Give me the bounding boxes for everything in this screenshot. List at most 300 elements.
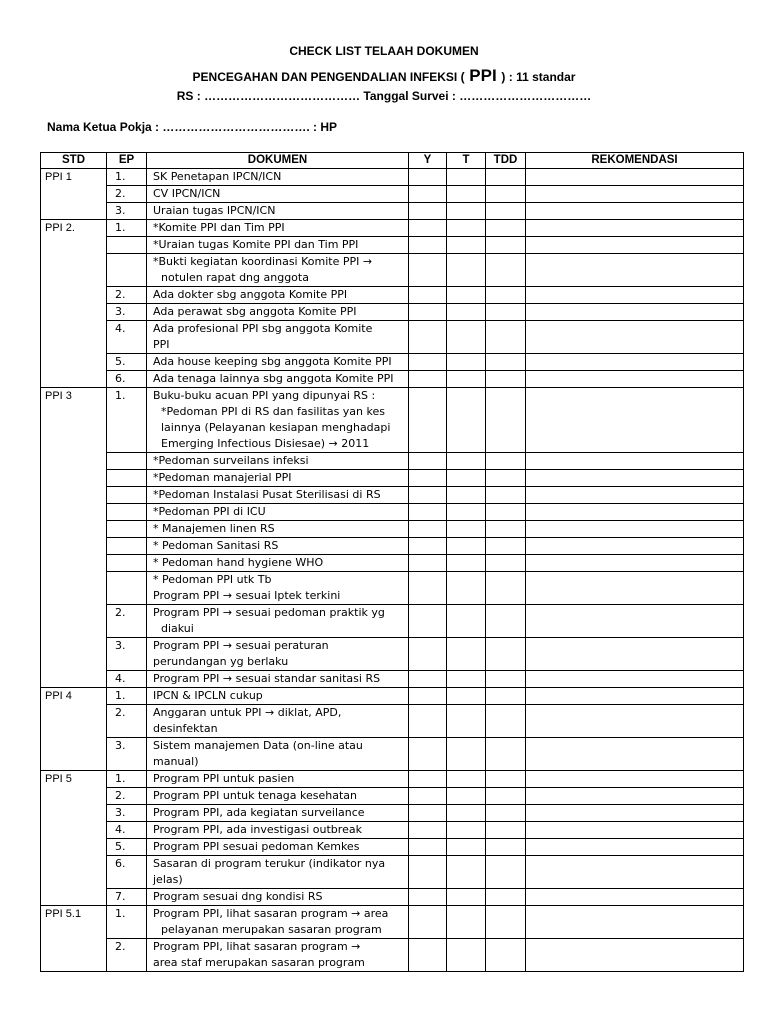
dokumen-cell — [147, 453, 409, 470]
dokumen-line: Program sesuai dng kondisi RS — [153, 890, 323, 903]
tdd-cell[interactable] — [486, 906, 526, 939]
table-row — [41, 788, 744, 805]
dokumen-line: * Pedoman Sanitasi RS — [153, 539, 279, 552]
y-cell[interactable] — [409, 805, 447, 822]
dokumen-line: CV IPCN/ICN — [153, 187, 221, 200]
t-cell[interactable] — [447, 555, 486, 572]
dokumen-cell — [147, 822, 409, 839]
dokumen-cell — [147, 321, 409, 354]
ep-cell: 2. — [107, 939, 147, 972]
t-cell[interactable] — [447, 354, 486, 371]
ep-cell: 2. — [107, 186, 147, 203]
tdd-cell[interactable] — [486, 521, 526, 538]
t-cell[interactable] — [447, 788, 486, 805]
ep-cell: 1. — [107, 771, 147, 788]
dokumen-cell — [147, 705, 409, 738]
dokumen-line: Program PPI → sesuai peraturan — [153, 639, 329, 652]
rekomendasi-cell[interactable] — [526, 287, 744, 304]
dokumen-cell — [147, 371, 409, 388]
ep-cell: 7. — [107, 889, 147, 906]
std-cell: PPI 1 — [41, 169, 107, 220]
y-cell[interactable] — [409, 889, 447, 906]
y-cell[interactable] — [409, 538, 447, 555]
t-cell[interactable] — [447, 771, 486, 788]
rs-survey-line: RS : ………………………………… Tanggal Survei : …………………………… — [176, 89, 592, 103]
t-cell[interactable] — [447, 169, 486, 186]
rekomendasi-cell[interactable] — [526, 203, 744, 220]
dokumen-line: notulen rapat dng anggota — [161, 271, 309, 284]
table-row — [41, 555, 744, 572]
y-cell[interactable] — [409, 638, 447, 671]
y-cell[interactable] — [409, 203, 447, 220]
std-cell: PPI 4 — [41, 688, 107, 771]
dokumen-line: lainnya (Pelayanan kesiapan menghadapi — [161, 421, 391, 434]
tdd-cell[interactable] — [486, 555, 526, 572]
dokumen-cell — [147, 939, 409, 972]
t-cell[interactable] — [447, 388, 486, 453]
tdd-cell[interactable] — [486, 220, 526, 237]
dokumen-cell — [147, 555, 409, 572]
dokumen-cell — [147, 839, 409, 856]
table-row — [41, 771, 744, 788]
table-body — [41, 169, 744, 972]
checklist-table — [40, 152, 744, 972]
std-cell: PPI 2. — [41, 220, 107, 388]
ep-cell: 2. — [107, 287, 147, 304]
header-tdd: TDD — [486, 153, 526, 169]
ep-cell: 1. — [107, 688, 147, 705]
dokumen-line: Program PPI untuk pasien — [153, 772, 295, 785]
table-row — [41, 287, 744, 304]
ep-cell: 3. — [107, 638, 147, 671]
std-cell: PPI 3 — [41, 388, 107, 688]
rekomendasi-cell[interactable] — [526, 822, 744, 839]
dokumen-line: *Pedoman surveilans infeksi — [153, 454, 309, 467]
tdd-cell[interactable] — [486, 354, 526, 371]
dokumen-line: PPI — [153, 338, 170, 351]
table-row — [41, 856, 744, 889]
dokumen-cell — [147, 287, 409, 304]
y-cell[interactable] — [409, 705, 447, 738]
dokumen-cell — [147, 354, 409, 371]
t-cell[interactable] — [447, 538, 486, 555]
dokumen-line: Program PPI → sesuai pedoman praktik yg — [153, 606, 385, 619]
dokumen-line: diakui — [161, 622, 194, 635]
t-cell[interactable] — [447, 738, 486, 771]
y-cell[interactable] — [409, 321, 447, 354]
ep-cell — [107, 538, 147, 555]
dokumen-line: Ada tenaga lainnya sbg anggota Komite PPI — [153, 372, 394, 385]
dokumen-cell — [147, 605, 409, 638]
dokumen-line: manual) — [153, 755, 199, 768]
rekomendasi-cell[interactable] — [526, 487, 744, 504]
rekomendasi-cell[interactable] — [526, 856, 744, 889]
t-cell[interactable] — [447, 856, 486, 889]
y-cell[interactable] — [409, 237, 447, 254]
table-row — [41, 839, 744, 856]
rekomendasi-cell[interactable] — [526, 939, 744, 972]
t-cell[interactable] — [447, 203, 486, 220]
tdd-cell[interactable] — [486, 304, 526, 321]
document-title: CHECK LIST TELAAH DOKUMEN — [289, 44, 479, 58]
t-cell[interactable] — [447, 939, 486, 972]
rekomendasi-cell[interactable] — [526, 470, 744, 487]
rekomendasi-cell[interactable] — [526, 805, 744, 822]
t-cell[interactable] — [447, 470, 486, 487]
table-row — [41, 169, 744, 186]
table-row — [41, 237, 744, 254]
y-cell[interactable] — [409, 671, 447, 688]
y-cell[interactable] — [409, 939, 447, 972]
dokumen-cell — [147, 304, 409, 321]
dokumen-cell — [147, 388, 409, 453]
tdd-cell[interactable] — [486, 822, 526, 839]
table-row — [41, 203, 744, 220]
rekomendasi-cell[interactable] — [526, 605, 744, 638]
table-row — [41, 453, 744, 470]
tdd-cell[interactable] — [486, 939, 526, 972]
header-ep: EP — [107, 153, 147, 169]
ep-cell — [107, 572, 147, 605]
rekomendasi-cell[interactable] — [526, 889, 744, 906]
ep-cell — [107, 254, 147, 287]
t-cell[interactable] — [447, 605, 486, 638]
table-row — [41, 939, 744, 972]
t-cell[interactable] — [447, 889, 486, 906]
rekomendasi-cell[interactable] — [526, 521, 744, 538]
dokumen-cell — [147, 906, 409, 939]
t-cell[interactable] — [447, 638, 486, 671]
table-row — [41, 371, 744, 388]
t-cell[interactable] — [447, 254, 486, 287]
dokumen-cell — [147, 470, 409, 487]
ep-cell: 3. — [107, 805, 147, 822]
table-row — [41, 504, 744, 521]
subtitle-suffix: ) : 11 standar — [501, 70, 576, 84]
ep-cell — [107, 470, 147, 487]
tdd-cell[interactable] — [486, 738, 526, 771]
table-row — [41, 388, 744, 453]
y-cell[interactable] — [409, 555, 447, 572]
tdd-cell[interactable] — [486, 186, 526, 203]
table-row — [41, 470, 744, 487]
dokumen-cell — [147, 856, 409, 889]
tdd-cell[interactable] — [486, 705, 526, 738]
dokumen-line: * Manajemen linen RS — [153, 522, 275, 535]
rekomendasi-cell[interactable] — [526, 771, 744, 788]
ep-cell: 6. — [107, 856, 147, 889]
table-header-row — [41, 153, 744, 169]
pokja-line: Nama Ketua Pokja : ………………………………. : HP — [47, 120, 338, 134]
dokumen-cell — [147, 738, 409, 771]
dokumen-cell — [147, 169, 409, 186]
dokumen-cell — [147, 254, 409, 287]
dokumen-cell — [147, 220, 409, 237]
rekomendasi-cell[interactable] — [526, 254, 744, 287]
table-row — [41, 822, 744, 839]
rekomendasi-cell[interactable] — [526, 453, 744, 470]
tdd-cell[interactable] — [486, 839, 526, 856]
rekomendasi-cell[interactable] — [526, 388, 744, 453]
y-cell[interactable] — [409, 504, 447, 521]
y-cell[interactable] — [409, 388, 447, 453]
dokumen-cell — [147, 186, 409, 203]
tdd-cell[interactable] — [486, 237, 526, 254]
tdd-cell[interactable] — [486, 889, 526, 906]
t-cell[interactable] — [447, 822, 486, 839]
ep-cell — [107, 521, 147, 538]
y-cell[interactable] — [409, 220, 447, 237]
rekomendasi-cell[interactable] — [526, 237, 744, 254]
dokumen-line: Program PPI, ada investigasi outbreak — [153, 823, 362, 836]
y-cell[interactable] — [409, 688, 447, 705]
t-cell[interactable] — [447, 220, 486, 237]
dokumen-line: area staf merupakan sasaran program — [153, 956, 365, 969]
t-cell[interactable] — [447, 705, 486, 738]
t-cell[interactable] — [447, 504, 486, 521]
y-cell[interactable] — [409, 605, 447, 638]
tdd-cell[interactable] — [486, 771, 526, 788]
dokumen-line: perundangan yg berlaku — [153, 655, 289, 668]
t-cell[interactable] — [447, 371, 486, 388]
dokumen-line: Program PPI sesuai pedoman Kemkes — [153, 840, 360, 853]
rekomendasi-cell[interactable] — [526, 671, 744, 688]
rekomendasi-cell[interactable] — [526, 354, 744, 371]
tdd-cell[interactable] — [486, 371, 526, 388]
dokumen-cell — [147, 671, 409, 688]
t-cell[interactable] — [447, 453, 486, 470]
y-cell[interactable] — [409, 856, 447, 889]
dokumen-line: jelas) — [153, 873, 183, 886]
tdd-cell[interactable] — [486, 572, 526, 605]
dokumen-line: Program PPI untuk tenaga kesehatan — [153, 789, 358, 802]
ep-cell: 5. — [107, 839, 147, 856]
t-cell[interactable] — [447, 572, 486, 605]
t-cell[interactable] — [447, 521, 486, 538]
y-cell[interactable] — [409, 371, 447, 388]
rekomendasi-cell[interactable] — [526, 321, 744, 354]
tdd-cell[interactable] — [486, 538, 526, 555]
rekomendasi-cell[interactable] — [526, 538, 744, 555]
rekomendasi-cell[interactable] — [526, 220, 744, 237]
header-dokumen: DOKUMEN — [147, 153, 409, 169]
rekomendasi-cell[interactable] — [526, 738, 744, 771]
table-row — [41, 354, 744, 371]
dokumen-line: Program PPI → sesuai standar sanitasi RS — [153, 672, 381, 685]
rekomendasi-cell[interactable] — [526, 304, 744, 321]
dokumen-line: *Komite PPI dan Tim PPI — [153, 221, 285, 234]
rekomendasi-cell[interactable] — [526, 705, 744, 738]
tdd-cell[interactable] — [486, 788, 526, 805]
dokumen-cell — [147, 771, 409, 788]
dokumen-line: *Bukti kegiatan koordinasi Komite PPI → — [153, 255, 373, 268]
t-cell[interactable] — [447, 688, 486, 705]
t-cell[interactable] — [447, 487, 486, 504]
header-std: STD — [41, 153, 107, 169]
y-cell[interactable] — [409, 453, 447, 470]
tdd-cell[interactable] — [486, 321, 526, 354]
table-row — [41, 705, 744, 738]
dokumen-line: desinfektan — [153, 722, 218, 735]
table-row — [41, 889, 744, 906]
dokumen-cell — [147, 237, 409, 254]
ep-cell — [107, 487, 147, 504]
rekomendasi-cell[interactable] — [526, 688, 744, 705]
dokumen-cell — [147, 688, 409, 705]
dokumen-line: *Pedoman Instalasi Pusat Sterilisasi di RS — [153, 488, 381, 501]
y-cell[interactable] — [409, 186, 447, 203]
tdd-cell[interactable] — [486, 254, 526, 287]
dokumen-cell — [147, 504, 409, 521]
table-row — [41, 254, 744, 287]
dokumen-line: * Pedoman hand hygiene WHO — [153, 556, 324, 569]
std-cell: PPI 5 — [41, 771, 107, 906]
rekomendasi-cell[interactable] — [526, 839, 744, 856]
header-t: T — [447, 153, 486, 169]
table-row — [41, 605, 744, 638]
t-cell[interactable] — [447, 186, 486, 203]
table-row — [41, 186, 744, 203]
rekomendasi-cell[interactable] — [526, 371, 744, 388]
table-row — [41, 805, 744, 822]
table-row — [41, 538, 744, 555]
y-cell[interactable] — [409, 788, 447, 805]
dokumen-line: Emerging Infectious Disiesae) → 2011 — [161, 437, 370, 450]
ep-cell: 3. — [107, 738, 147, 771]
dokumen-line: Program PPI, ada kegiatan surveilance — [153, 806, 365, 819]
ep-cell: 2. — [107, 788, 147, 805]
y-cell[interactable] — [409, 470, 447, 487]
t-cell[interactable] — [447, 321, 486, 354]
t-cell[interactable] — [447, 839, 486, 856]
y-cell[interactable] — [409, 287, 447, 304]
tdd-cell[interactable] — [486, 453, 526, 470]
tdd-cell[interactable] — [486, 504, 526, 521]
rekomendasi-cell[interactable] — [526, 186, 744, 203]
dokumen-line: pelayanan merupakan sasaran program — [161, 923, 382, 936]
t-cell[interactable] — [447, 237, 486, 254]
rekomendasi-cell[interactable] — [526, 504, 744, 521]
rekomendasi-cell[interactable] — [526, 572, 744, 605]
y-cell[interactable] — [409, 521, 447, 538]
tdd-cell[interactable] — [486, 470, 526, 487]
dokumen-line: IPCN & IPCLN cukup — [153, 689, 263, 702]
t-cell[interactable] — [447, 304, 486, 321]
tdd-cell[interactable] — [486, 203, 526, 220]
dokumen-line: *Uraian tugas Komite PPI dan Tim PPI — [153, 238, 359, 251]
y-cell[interactable] — [409, 771, 447, 788]
std-cell: PPI 5.1 — [41, 906, 107, 972]
t-cell[interactable] — [447, 805, 486, 822]
dokumen-cell — [147, 487, 409, 504]
table-row — [41, 572, 744, 605]
ep-cell: 4. — [107, 321, 147, 354]
t-cell[interactable] — [447, 671, 486, 688]
tdd-cell[interactable] — [486, 856, 526, 889]
document-subtitle — [0, 66, 768, 86]
tdd-cell[interactable] — [486, 671, 526, 688]
table-row — [41, 487, 744, 504]
table-row — [41, 220, 744, 237]
y-cell[interactable] — [409, 354, 447, 371]
rekomendasi-cell[interactable] — [526, 638, 744, 671]
dokumen-cell — [147, 203, 409, 220]
dokumen-line: Program PPI, lihat sasaran program → area — [153, 907, 389, 920]
ep-cell — [107, 453, 147, 470]
y-cell[interactable] — [409, 906, 447, 939]
tdd-cell[interactable] — [486, 688, 526, 705]
ep-cell: 1. — [107, 388, 147, 453]
rekomendasi-cell[interactable] — [526, 169, 744, 186]
ep-cell: 2. — [107, 605, 147, 638]
tdd-cell[interactable] — [486, 287, 526, 304]
subtitle-prefix: PENCEGAHAN DAN PENGENDALIAN INFEKSI ( — [192, 70, 465, 84]
tdd-cell[interactable] — [486, 388, 526, 453]
ep-cell: 4. — [107, 822, 147, 839]
dokumen-cell — [147, 638, 409, 671]
tdd-cell[interactable] — [486, 605, 526, 638]
dokumen-line: Ada perawat sbg anggota Komite PPI — [153, 305, 357, 318]
y-cell[interactable] — [409, 487, 447, 504]
dokumen-line: Ada dokter sbg anggota Komite PPI — [153, 288, 348, 301]
ep-cell: 1. — [107, 906, 147, 939]
t-cell[interactable] — [447, 906, 486, 939]
y-cell[interactable] — [409, 254, 447, 287]
table-row — [41, 738, 744, 771]
dokumen-line: Anggaran untuk PPI → diklat, APD, — [153, 706, 342, 719]
rekomendasi-cell[interactable] — [526, 788, 744, 805]
ep-cell — [107, 555, 147, 572]
y-cell[interactable] — [409, 822, 447, 839]
dokumen-line: Ada profesional PPI sbg anggota Komite — [153, 322, 373, 335]
dokumen-line: * Pedoman PPI utk Tb — [153, 573, 272, 586]
ep-cell: 1. — [107, 220, 147, 237]
dokumen-line: Ada house keeping sbg anggota Komite PPI — [153, 355, 392, 368]
rekomendasi-cell[interactable] — [526, 555, 744, 572]
table-row — [41, 906, 744, 939]
y-cell[interactable] — [409, 839, 447, 856]
tdd-cell[interactable] — [486, 169, 526, 186]
dokumen-line: Uraian tugas IPCN/ICN — [153, 204, 276, 217]
y-cell[interactable] — [409, 738, 447, 771]
ep-cell: 3. — [107, 304, 147, 321]
y-cell[interactable] — [409, 572, 447, 605]
t-cell[interactable] — [447, 287, 486, 304]
y-cell[interactable] — [409, 169, 447, 186]
dokumen-cell — [147, 572, 409, 605]
dokumen-line: Sasaran di program terukur (indikator nya — [153, 857, 386, 870]
tdd-cell[interactable] — [486, 638, 526, 671]
dokumen-cell — [147, 788, 409, 805]
dokumen-line: *Pedoman PPI di ICU — [153, 505, 266, 518]
dokumen-line: SK Penetapan IPCN/ICN — [153, 170, 282, 183]
dokumen-line: Buku-buku acuan PPI yang dipunyai RS : — [153, 389, 376, 402]
tdd-cell[interactable] — [486, 805, 526, 822]
ep-cell: 4. — [107, 671, 147, 688]
rekomendasi-cell[interactable] — [526, 906, 744, 939]
dokumen-cell — [147, 805, 409, 822]
dokumen-line: Program PPI → sesuai Iptek terkini — [153, 589, 341, 602]
tdd-cell[interactable] — [486, 487, 526, 504]
subtitle-ppi: PPI — [464, 66, 502, 85]
ep-cell: 2. — [107, 705, 147, 738]
header-rekomendasi: REKOMENDASI — [526, 153, 744, 169]
table-row — [41, 688, 744, 705]
table-row — [41, 671, 744, 688]
y-cell[interactable] — [409, 304, 447, 321]
ep-cell — [107, 504, 147, 521]
table-row — [41, 521, 744, 538]
